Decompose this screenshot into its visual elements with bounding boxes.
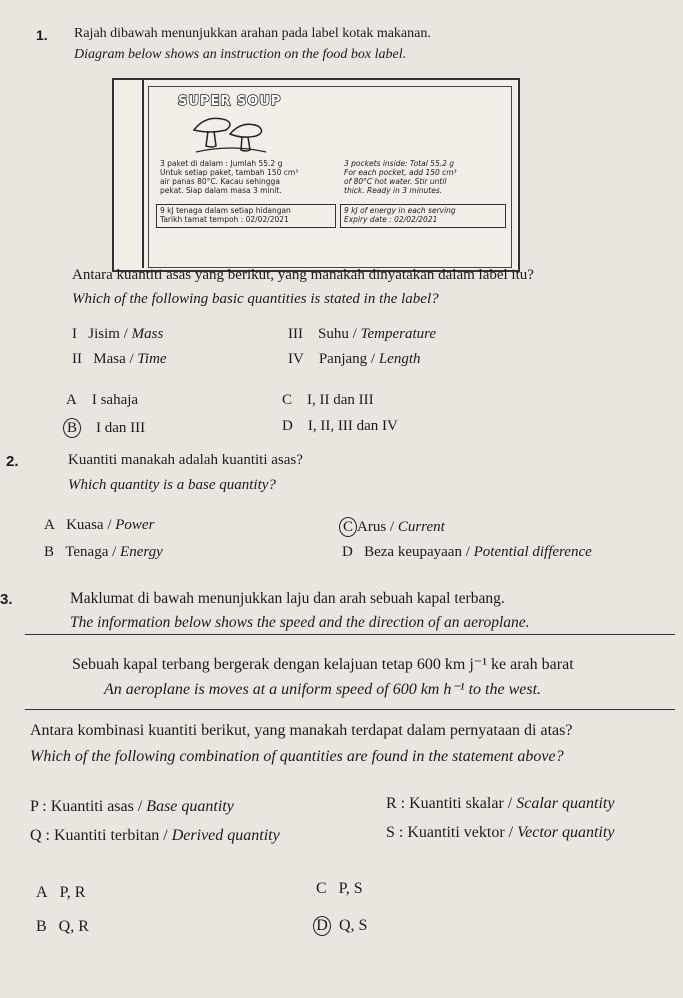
question-1-english: Diagram below shows an instruction on the food box label. (74, 47, 407, 62)
label-malay-line-2: Untuk setiap paket, tambah 150 cm³ (160, 168, 299, 177)
item-III (288, 326, 436, 343)
item-roman: IV (288, 351, 304, 367)
selected-circle: D (313, 916, 331, 936)
q2-option-a[interactable]: A Kuasa / Power (44, 517, 155, 533)
label-malay-line-3: air panas 80°C. Kacau sehingga (160, 177, 280, 186)
q3-option-a[interactable]: A P, R (36, 884, 86, 901)
def-malay: Kuantiti skalar / (409, 795, 513, 812)
q3-option-d[interactable] (316, 916, 367, 936)
question-2-number: 2. (6, 453, 19, 470)
item-II (72, 351, 167, 368)
option-text: Q, S (339, 917, 368, 934)
def-english: Derived quantity (171, 827, 280, 844)
q3-option-b[interactable]: B Q, R (36, 918, 89, 935)
option-malay: Kuasa / (66, 517, 112, 533)
q1-option-a[interactable]: A I sahaja (66, 392, 139, 408)
label-english-energy: 9 kJ of energy in each serving (344, 206, 456, 215)
label-english-line-4: thick. Ready in 3 minutes. (344, 186, 443, 195)
option-text: I, II dan III (307, 392, 374, 408)
item-malay: Masa / (93, 351, 134, 367)
option-english: Power (115, 517, 155, 533)
label-english-line-1: 3 pockets inside: Total 55.2 g (344, 159, 455, 168)
question-1-stem-english: Which of the following basic quantities is stated in the label? (72, 291, 439, 307)
def-key: P : (30, 798, 47, 815)
food-box-side (112, 78, 144, 268)
item-malay: Suhu / (318, 326, 357, 342)
selected-circle: C (339, 517, 357, 537)
option-text: P, R (59, 884, 86, 901)
item-english: Length (378, 351, 421, 367)
item-roman: II (72, 351, 82, 367)
def-malay: Kuantiti terbitan / (54, 827, 168, 844)
question-1-number: 1. (36, 27, 48, 43)
label-malay-line-1: 3 paket di dalam : Jumlah 55.2 g (160, 159, 283, 168)
item-roman: III (288, 326, 303, 342)
label-english-line-3: of 80°C hot water. Stir until (344, 177, 447, 186)
label-english-line-2: For each pocket, add 150 cm³ (344, 168, 457, 177)
def-english: Vector quantity (517, 824, 615, 841)
def-english: Base quantity (146, 798, 234, 815)
soup-title: SUPER SOUP (178, 94, 282, 109)
def-q (30, 827, 280, 845)
def-english: Scalar quantity (516, 795, 615, 812)
def-r (386, 795, 614, 813)
option-text: Q, R (58, 918, 89, 935)
question-2-english: Which quantity is a base quantity? (68, 477, 276, 493)
def-s (386, 824, 614, 842)
item-malay: Jisim / (88, 326, 128, 342)
option-english: Energy (120, 544, 163, 560)
question-3-english: The information below shows the speed and the direction of an aeroplane. (70, 614, 530, 631)
option-malay: Beza keupayaan / (364, 544, 470, 560)
def-key: R : (386, 795, 406, 812)
option-text: I dan III (96, 420, 146, 436)
mushroom-icon (186, 112, 276, 156)
statement-malay: Sebuah kapal terbang bergerak dengan kelajuan tetap 600 km j⁻¹ ke arah barat (72, 656, 574, 673)
def-key: S : (386, 824, 404, 841)
option-english: Current (397, 519, 445, 535)
question-3-stem-english: Which of the following combination of quantities are found in the statement above? (30, 748, 564, 765)
q2-option-c[interactable] (342, 517, 445, 537)
item-english: Time (137, 351, 167, 367)
question-3-number: 3. (0, 591, 13, 608)
option-malay: Arus / (357, 519, 395, 535)
option-text: I, II, III dan IV (307, 418, 398, 434)
option-english: Potential difference (473, 544, 592, 560)
label-english-expiry: Expiry date : 02/02/2021 (344, 215, 438, 224)
def-malay: Kuantiti vektor / (407, 824, 514, 841)
q2-option-b[interactable]: B Tenaga / Energy (44, 544, 163, 560)
question-2-malay: Kuantiti manakah adalah kuantiti asas? (68, 452, 303, 468)
statement-english: An aeroplane is moves at a uniform speed of 600 km h⁻¹ to the west. (104, 681, 542, 698)
item-malay: Panjang / (318, 351, 376, 367)
def-p (30, 798, 234, 816)
question-3-malay: Maklumat di bawah menunjukkan laju dan arah sebuah kapal terbang. (70, 590, 505, 607)
item-I (72, 326, 163, 343)
question-1-stem-malay: Antara kuantiti asas yang berikut, yang manakah dinyatakan dalam label itu? (72, 267, 534, 283)
item-roman: I (72, 326, 77, 342)
def-key: Q : (30, 827, 50, 844)
item-english: Temperature (360, 326, 437, 342)
q1-option-d[interactable]: D I, II, III dan IV (282, 418, 398, 434)
label-malay-expiry: Tarikh tamat tempoh : 02/02/2021 (160, 215, 289, 224)
q1-option-b[interactable] (66, 418, 145, 438)
selected-circle: B (63, 418, 81, 438)
option-malay: Tenaga / (65, 544, 117, 560)
item-english: Mass (131, 326, 164, 342)
label-malay-line-4: pekat. Siap dalam masa 3 minit. (160, 186, 282, 195)
question-1-malay: Rajah dibawah menunjukkan arahan pada label kotak makanan. (74, 26, 431, 41)
option-text: P, S (338, 880, 363, 897)
item-IV (288, 351, 421, 368)
q1-option-c[interactable]: C I, II dan III (282, 392, 374, 408)
q2-option-d[interactable]: D Beza keupayaan / Potential difference (342, 544, 592, 560)
def-malay: Kuantiti asas / (50, 798, 143, 815)
option-text: I sahaja (91, 392, 139, 408)
label-malay-energy: 9 kJ tenaga dalam setiap hidangan (160, 206, 291, 215)
question-3-stem-malay: Antara kombinasi kuantiti berikut, yang manakah terdapat dalam pernyataan di atas? (30, 722, 573, 739)
q3-option-c[interactable]: C P, S (316, 880, 363, 897)
